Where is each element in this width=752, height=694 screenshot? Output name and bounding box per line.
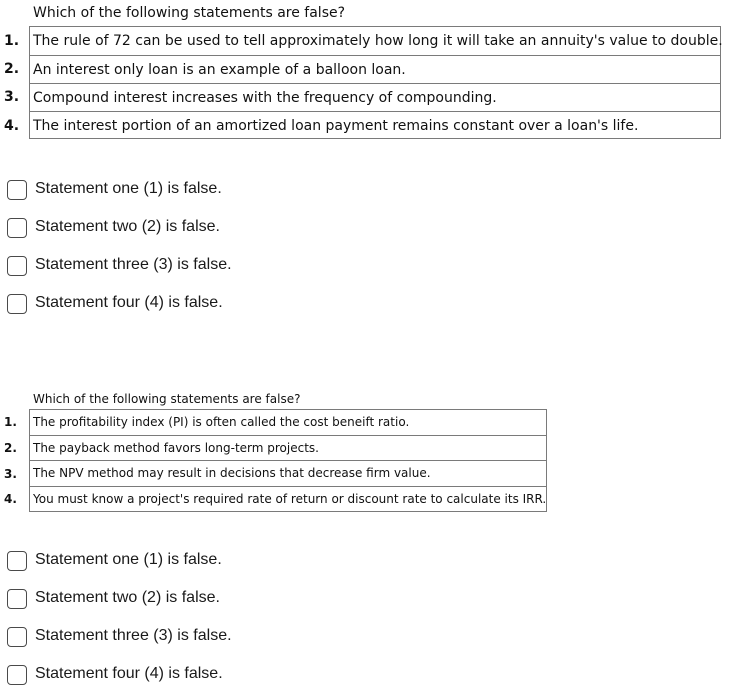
q2-option-3-label[interactable]: Statement three (3) is false. <box>35 627 232 644</box>
q2-statement-number-3: 3. <box>4 467 17 481</box>
table-row <box>30 83 720 111</box>
q2-option-3-checkbox[interactable] <box>7 627 27 647</box>
q1-option-4-checkbox[interactable] <box>7 294 27 314</box>
q1-statement-number-3: 3. <box>4 89 20 105</box>
q2-option-1-checkbox[interactable] <box>7 551 27 571</box>
q2-statement-1: The profitability index (PI) is often called the cost beneift ratio. <box>33 415 410 429</box>
question-1-header: Which of the following statements are false? <box>33 5 346 21</box>
q2-option-2-checkbox[interactable] <box>7 589 27 609</box>
q2-statement-4: You must know a project's required rate of return or discount rate to calculate its IRR. <box>33 492 547 506</box>
q1-option-3-checkbox[interactable] <box>7 256 27 276</box>
q2-statement-3: The NPV method may result in decisions that decrease firm value. <box>33 466 431 480</box>
table-row <box>30 435 546 460</box>
q2-option-4-label[interactable]: Statement four (4) is false. <box>35 665 223 682</box>
q2-statement-number-1: 1. <box>4 415 17 429</box>
q1-option-1-checkbox[interactable] <box>7 180 27 200</box>
q1-statement-1: The rule of 72 can be used to tell approximately how long it will take an annuity's value to double. <box>33 33 723 49</box>
table-row <box>30 27 723 55</box>
q1-statement-number-2: 2. <box>4 61 20 77</box>
table-row <box>30 460 546 486</box>
q2-statement-2: The payback method favors long-term projects. <box>33 441 319 455</box>
q2-statements-table <box>29 409 547 512</box>
q2-statement-number-4: 4. <box>4 492 17 506</box>
q2-statement-number-2: 2. <box>4 441 17 455</box>
q1-option-3-label[interactable]: Statement three (3) is false. <box>35 256 232 273</box>
table-row <box>30 55 720 83</box>
q2-option-2-label[interactable]: Statement two (2) is false. <box>35 589 220 606</box>
q1-statement-2: An interest only loan is an example of a balloon loan. <box>33 62 406 78</box>
table-row <box>30 486 546 512</box>
q1-option-1-label[interactable]: Statement one (1) is false. <box>35 180 222 197</box>
q1-statement-number-1: 1. <box>4 33 20 49</box>
table-row <box>30 111 720 139</box>
q1-statement-number-4: 4. <box>4 118 20 134</box>
q1-option-2-checkbox[interactable] <box>7 218 27 238</box>
table-row <box>30 410 546 435</box>
q2-option-4-checkbox[interactable] <box>7 665 27 685</box>
q1-statement-4: The interest portion of an amortized loan payment remains constant over a loan's life. <box>33 118 639 134</box>
q1-statement-3: Compound interest increases with the frequency of compounding. <box>33 90 497 106</box>
q1-statements-table <box>29 26 721 139</box>
q1-option-4-label[interactable]: Statement four (4) is false. <box>35 294 223 311</box>
question-2-header: Which of the following statements are false? <box>33 392 301 406</box>
q2-option-1-label[interactable]: Statement one (1) is false. <box>35 551 222 568</box>
q1-option-2-label[interactable]: Statement two (2) is false. <box>35 218 220 235</box>
